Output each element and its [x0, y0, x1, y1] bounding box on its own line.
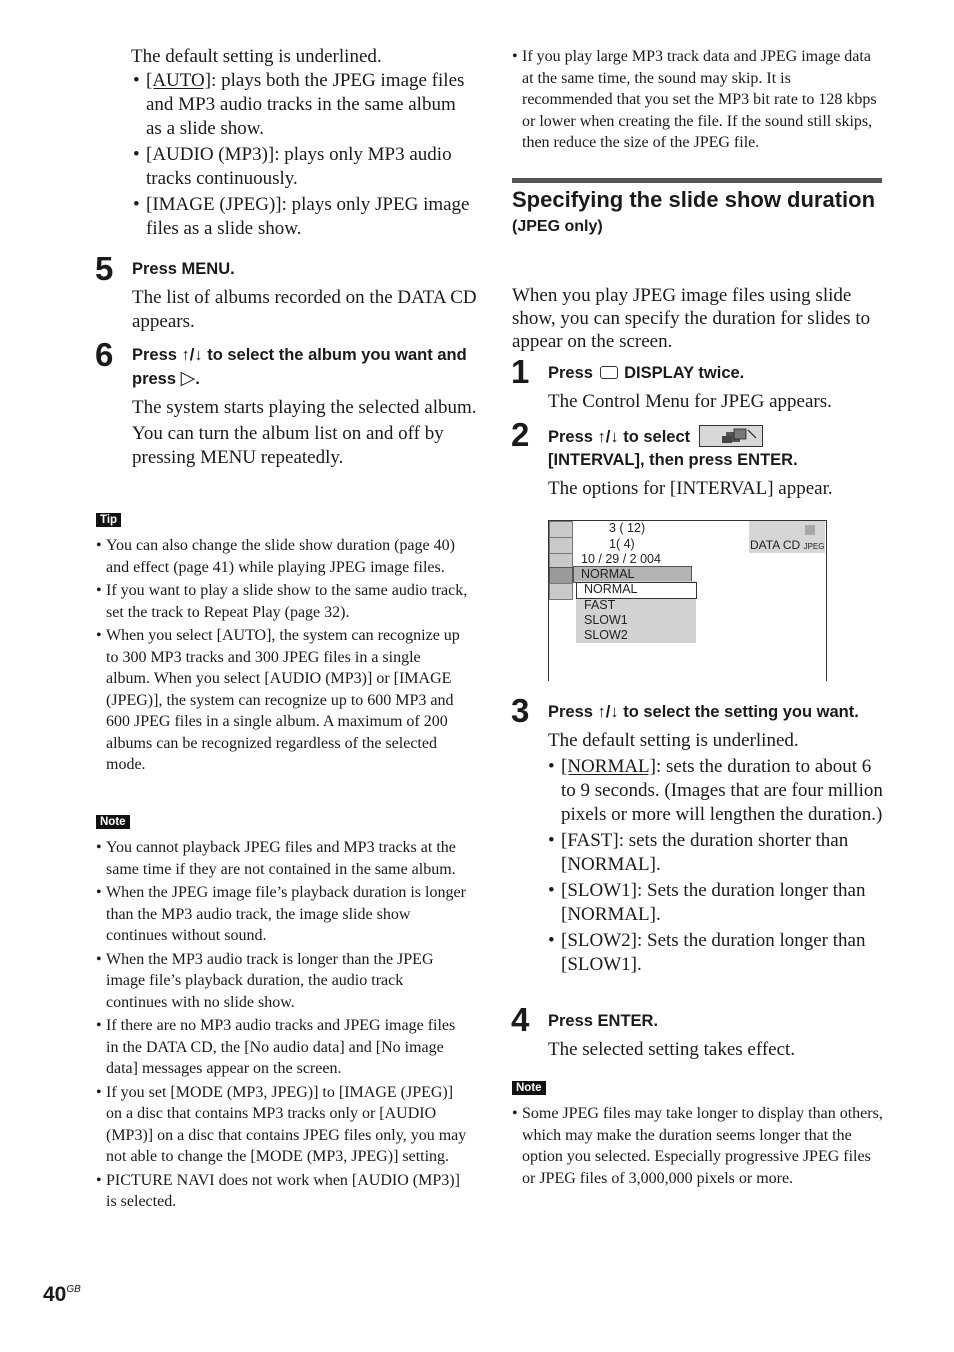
option-slow1: • [SLOW1]: Sets the duration longer than [NORMAL].: [548, 879, 888, 927]
osd-disc-subtype: JPEG: [803, 542, 825, 551]
step-6-heading: Press ↑/↓ to select the album you want and press ▷.: [132, 346, 467, 389]
tip-label: Tip: [96, 513, 121, 527]
option-normal: • [NORMAL]: sets the duration to about 6 to 9 seconds. (Images that are four million pixels or more will lengthen the duration.): [548, 755, 888, 827]
note-section-left: [96, 812, 468, 1213]
menu-icon-cell: [549, 583, 573, 600]
osd-options-list: [576, 581, 696, 643]
tip-item: • If you want to play a slide show to the same audio track, set the track to Repeat Play (page 32).: [96, 580, 468, 623]
step-6-body-1: The system starts playing the selected album.: [132, 397, 477, 418]
section-title: Specifying the slide show duration: [512, 187, 876, 212]
step-6-body-2: You can turn the album list on and off by pressing MENU repeatedly.: [132, 423, 444, 468]
step-2-heading: Press ↑/↓ to select [INTERVAL], then press ENTER.: [548, 425, 883, 472]
section-intro: When you play JPEG image files using slide show, you can specify the duration for slides to appear on the screen.: [512, 285, 871, 352]
control-menu-screen: [548, 520, 827, 681]
left-intro-block: [131, 45, 476, 241]
step-4-heading: Press ENTER.: [548, 1012, 659, 1030]
option-audio: • [AUDIO (MP3)]: plays only MP3 audio tracks continuously.: [133, 143, 476, 191]
osd-option[interactable]: FAST: [584, 598, 616, 612]
step-5-body: The list of albums recorded on the DATA CD appears.: [132, 287, 477, 332]
step-1-body: The Control Menu for JPEG appears.: [548, 391, 832, 412]
step-6-number: 6: [95, 336, 113, 373]
step-3-heading: Press ↑/↓ to select the setting you want.: [548, 703, 859, 721]
step-1: [548, 362, 883, 414]
step-2-body: The options for [INTERVAL] appear.: [548, 478, 833, 499]
osd-option[interactable]: NORMAL: [584, 582, 638, 596]
interval-menu-icon: [699, 425, 763, 447]
display-button-icon: [600, 366, 618, 379]
osd-option[interactable]: SLOW2: [584, 628, 628, 642]
play-icon: ▷: [180, 368, 196, 389]
section-heading: [512, 186, 882, 237]
step-5: [132, 258, 477, 334]
step-5-heading: Press MENU.: [132, 260, 235, 278]
option-fast: • [FAST]: sets the duration shorter than [NORMAL].: [548, 829, 888, 877]
underlined-default: [NORMAL]: [561, 756, 656, 777]
section-subtitle: (JPEG only): [512, 218, 603, 235]
note-item: • If you play large MP3 track data and JPEG image data at the same time, the sound may skip. It is recommended that you set the MP3 bit rate to 128 kbps or lower when creating the file. If the sound still skips, then reduce the size of the JPEG file.: [512, 46, 884, 154]
osd-disc-info: [749, 521, 825, 553]
section-rule: [512, 178, 882, 183]
note-item: • PICTURE NAVI does not work when [AUDIO (MP3)] is selected.: [96, 1170, 468, 1213]
step-4: [548, 1010, 883, 1062]
menu-icon-cell: [549, 537, 573, 554]
underlined-default: [AUTO]: [146, 70, 212, 91]
note-item: • If you set [MODE (MP3, JPEG)] to [IMAGE (JPEG)] on a disc that contains MP3 tracks only or [AUDIO (MP3)] on a disc that contains JPEG files only, you may not able to change the [MODE (MP3, JPEG)] setting.: [96, 1082, 468, 1168]
osd-album-count: 3 ( 12): [609, 521, 646, 535]
page-suffix: GB: [66, 1284, 81, 1295]
step-3-body: The default setting is underlined.: [548, 730, 799, 751]
note-section-right: [512, 1078, 886, 1189]
option-image: • [IMAGE (JPEG)]: plays only JPEG image files as a slide show.: [133, 193, 476, 241]
note-item: • When the MP3 audio track is longer than the JPEG image file’s playback duration, the audio track continues with no slide show.: [96, 949, 468, 1014]
default-setting-note: The default setting is underlined.: [131, 46, 382, 67]
note-item: • You cannot playback JPEG files and MP3 tracks at the same time if they are not contained in the same album.: [96, 837, 468, 880]
osd-current-value: NORMAL: [581, 567, 635, 581]
note-item: • Some JPEG files may take longer to display than others, which may make the duration seems longer that the option you selected. Especially progressive JPEG files or JPEG files of 3,000,000 pixels or more.: [512, 1103, 886, 1189]
note-label: Note: [512, 1081, 546, 1095]
osd-file-count: 1( 4): [609, 537, 635, 551]
note-item: • If there are no MP3 audio tracks and JPEG image files in the DATA CD, the [No audio data] and [No image data] messages appear on the screen.: [96, 1015, 468, 1080]
note-item: • When the JPEG image file’s playback duration is longer than the MP3 audio track, the image slide show continues without sound.: [96, 882, 468, 947]
note-label: Note: [96, 815, 130, 829]
step-2: [548, 425, 883, 501]
osd-date: 10 / 29 / 2 004: [581, 552, 661, 566]
tip-section: [96, 510, 468, 776]
option-slow2: • [SLOW2]: Sets the duration longer than [SLOW1].: [548, 929, 888, 977]
top-note: [512, 46, 884, 154]
step-5-number: 5: [95, 250, 113, 287]
step-3: [548, 701, 888, 977]
tip-item: • When you select [AUTO], the system can recognize up to 300 MP3 tracks and 300 JPEG files in a single album. When you select [AUDIO (MP3)] or [IMAGE (JPEG)], the system can recognize up to 600 MP3 and 600 JPEG files in a single album. A maximum of 200 albums can be recognized regardless of the selected mode.: [96, 625, 468, 776]
menu-icon-cell: [549, 521, 573, 538]
step-2-number: 2: [511, 416, 529, 453]
step-3-number: 3: [511, 692, 529, 729]
step-6: [132, 344, 477, 470]
tip-item: • You can also change the slide show duration (page 40) and effect (page 41) while playing JPEG image files.: [96, 535, 468, 578]
menu-icon-cell-selected: [549, 567, 573, 584]
disc-indicator-icon: [805, 525, 815, 535]
option-auto: • [AUTO]: plays both the JPEG image files and MP3 audio tracks in the same album as a slide show.: [133, 69, 476, 141]
step-1-number: 1: [511, 353, 529, 390]
osd-disc-type: DATA CD: [750, 538, 801, 552]
step-1-heading: Press DISPLAY twice.: [548, 364, 745, 382]
step-4-number: 4: [511, 1001, 529, 1038]
step-4-body: The selected setting takes effect.: [548, 1039, 796, 1060]
page-number: $40^{GB}$: [43, 1283, 81, 1306]
osd-option[interactable]: SLOW1: [584, 613, 628, 627]
